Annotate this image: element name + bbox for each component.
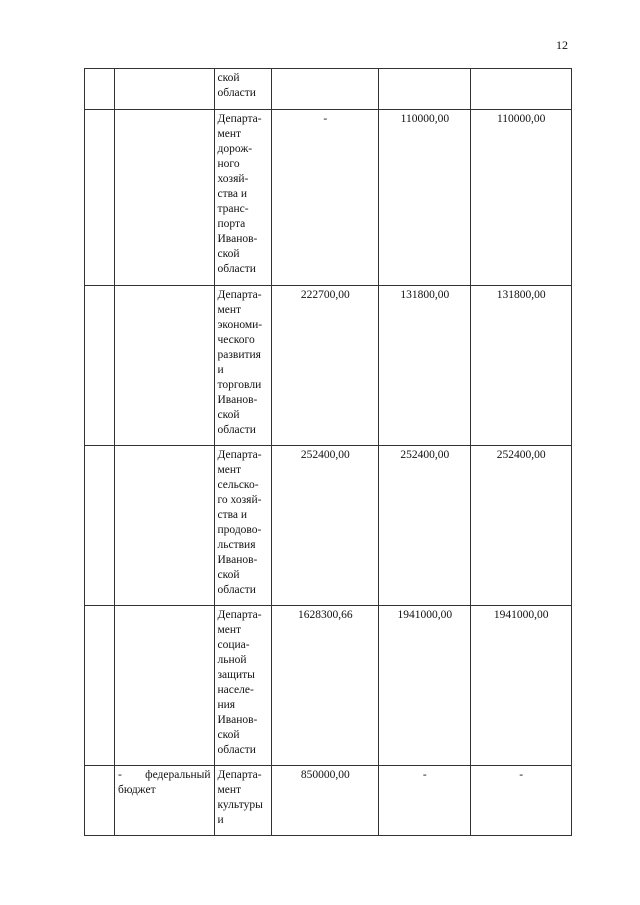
budget-table [84,68,572,836]
department-cell [214,766,272,836]
department-text: хозяй- [217,173,249,185]
value-cell: 131800,00 [379,286,471,446]
value-cell: 1941000,00 [379,606,471,766]
department-text: порта [217,218,246,230]
department-cell [214,286,272,446]
source-cell [114,606,214,766]
department-text: ской [217,729,240,741]
department-text: ства и [217,509,248,521]
department-text: Департа- [217,609,262,621]
department-text: мент [217,304,242,316]
department-cell [214,110,272,286]
department-text: Департа- [217,113,262,125]
value-cell: 222700,00 [272,286,379,446]
value-cell: - [471,766,572,836]
source-cell [114,110,214,286]
department-text: социа- [217,639,250,651]
department-text: населе- [217,684,254,696]
department-text: мент [217,624,242,636]
value-cell: 1628300,66 [272,606,379,766]
value-cell: 252400,00 [471,446,572,606]
row-number-cell [85,110,115,286]
department-text: торговли [217,379,262,391]
department-text: и [217,364,224,376]
department-text: Департа- [217,289,262,301]
value-cell: - [272,110,379,286]
department-text: Департа- [217,769,262,781]
department-text: области [217,87,256,99]
department-text: и [217,814,224,826]
department-text: Иванов- [217,394,258,406]
value-cell [471,69,572,110]
department-cell [214,446,272,606]
page-number: 12 [556,38,568,52]
department-text: культуры [217,799,263,811]
department-text: го хозяй- [217,494,262,506]
source-cell [114,69,214,110]
department-text: ного [217,158,240,170]
table-row [85,286,572,446]
department-text: льствия [217,539,256,551]
value-cell: 252400,00 [272,446,379,606]
row-number-cell [85,286,115,446]
department-text: транс- [217,203,249,215]
row-number-cell [85,69,115,110]
department-text: Иванов- [217,554,258,566]
department-text: ния [217,699,236,711]
department-text: Иванов- [217,714,258,726]
department-text: мент [217,128,242,140]
department-text: продово- [217,524,262,536]
source-cell [114,286,214,446]
department-text: ства и [217,188,248,200]
row-number-cell [85,606,115,766]
source-text: федеральный [145,769,211,781]
table-row [85,766,572,836]
value-cell: 252400,00 [379,446,471,606]
department-text: защиты [217,669,255,681]
value-cell [272,69,379,110]
source-text: бюджет [117,784,156,796]
department-text: льной [217,654,247,666]
department-text: области [217,744,256,756]
department-text: ской [217,72,240,84]
value-cell: - [379,766,471,836]
source-cell [114,446,214,606]
department-text: Иванов- [217,233,258,245]
department-text: мент [217,784,242,796]
department-text: ской [217,409,240,421]
row-number-cell [85,766,115,836]
table-row [85,446,572,606]
department-cell [214,606,272,766]
department-text: области [217,424,256,436]
source-text: - [117,769,122,781]
value-cell [379,69,471,110]
department-text: ской [217,569,240,581]
value-cell: 850000,00 [272,766,379,836]
department-text: дорож- [217,143,253,155]
department-text: мент [217,464,242,476]
department-text: экономи- [217,319,263,331]
table-row [85,110,572,286]
table-row [85,606,572,766]
value-cell: 1941000,00 [471,606,572,766]
department-text: области [217,584,256,596]
source-cell [114,766,214,836]
department-text: области [217,263,256,275]
department-cell [214,69,272,110]
department-text: ской [217,248,240,260]
department-text: ческого [217,334,255,346]
value-cell: 110000,00 [379,110,471,286]
row-number-cell [85,446,115,606]
table-row [85,69,572,110]
department-text: сельско- [217,479,259,491]
department-text: развития [217,349,261,361]
value-cell: 131800,00 [471,286,572,446]
department-text: Департа- [217,449,262,461]
value-cell: 110000,00 [471,110,572,286]
